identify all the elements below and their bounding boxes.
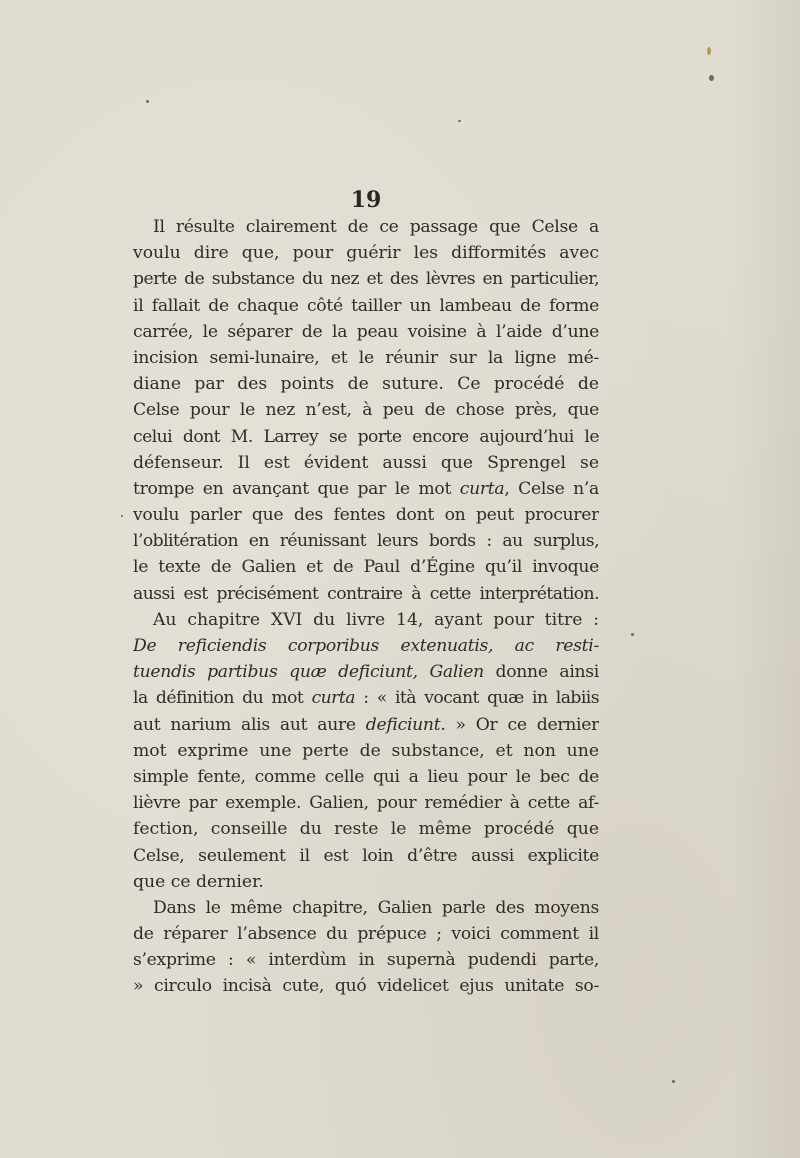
text-line: aussi est précisément contraire à cette interprétation. (133, 583, 599, 604)
text-line: diane par des points de suture. Ce procédé de (133, 374, 599, 395)
text-line: perte de substance du nez et des lèvres en particulier, (133, 269, 599, 290)
text-line: Celse pour le nez n’est, à peu de chose près, que (133, 400, 599, 421)
text-run: la définition du mot (133, 688, 312, 709)
italic-run: deficiunt (365, 714, 441, 735)
paper-speck (146, 100, 149, 103)
paper-speck (458, 120, 461, 122)
text-line: simple fente, comme celle qui a lieu pour le bec de (133, 766, 599, 787)
text-line: Celse, seulement il est loin d’être aussi explicite (133, 845, 599, 866)
text-line: s’exprime : « interdùm in supernà pudendi parte, (133, 950, 599, 971)
text-line: le texte de Galien et de Paul d’Égine qu’il invoque (133, 557, 599, 578)
page-edge-shadow (730, 0, 800, 1158)
italic-run: De reficiendis corporibus extenuatis, ac resti- (133, 636, 599, 656)
text-line: celui dont M. Larrey se porte encore aujourd’hui le (133, 426, 599, 447)
text-line (133, 685, 599, 711)
text-line: Dans le même chapitre, Galien parle des moyens (153, 897, 599, 918)
text-run: : « ità vocant quæ in labiis (354, 688, 599, 709)
text-line (133, 659, 599, 685)
text-line (133, 633, 599, 659)
text-line: voulu dire que, pour guérir les difformités avec (133, 243, 599, 264)
text-line: mot exprime une perte de substance, et non une (133, 740, 599, 761)
text-line: voulu parler que des fentes dont on peut procurer (133, 505, 599, 526)
page-number: 19 (350, 187, 382, 213)
text-run: aut narium alis aut aure (133, 714, 366, 735)
paper-speck (631, 633, 634, 636)
text-line (133, 476, 599, 502)
text-run: , Celse n’a (504, 478, 599, 499)
text-line: Il résulte clairement de ce passage que Celse a (153, 217, 599, 237)
italic-run: curta (459, 478, 505, 499)
text-line (133, 712, 599, 738)
text-line: que ce dernier. (133, 871, 264, 892)
text-line: l’oblitération en réunissant leurs bords : au surplus, (133, 531, 599, 552)
text-line: incision semi-lunaire, et le réunir sur la ligne mé- (133, 347, 599, 368)
italic-run: curta (311, 688, 355, 709)
paper-speck (672, 1080, 675, 1083)
text-line: Au chapitre XVI du livre 14, ayant pour titre : (153, 609, 599, 630)
text-run: trompe en avançant que par le mot (133, 478, 460, 499)
text-line: il fallait de chaque côté tailler un lambeau de forme (133, 295, 599, 316)
text-line: défenseur. Il est évident aussi que Sprengel se (133, 452, 599, 473)
text-line: de réparer l’absence du prépuce ; voici comment il (133, 924, 599, 945)
body-text (133, 214, 599, 1000)
text-line: fection, conseille du reste le même procédé que (133, 819, 599, 840)
text-run: . » Or ce dernier (440, 714, 599, 735)
text-line: carrée, le séparer de la peau voisine à l’aide d’une (133, 321, 599, 342)
paper-speck (121, 515, 123, 517)
paper-speck (709, 75, 714, 81)
text-line: lièvre par exemple. Galien, pour remédier à cette af- (133, 793, 599, 814)
text-run: donne ainsi (483, 662, 599, 683)
italic-run: tuendis partibus quæ deficiunt, Galien (133, 662, 484, 683)
text-line: » circulo incisà cute, quó videlicet ejus unitate so- (133, 976, 599, 997)
paper-speck (707, 47, 711, 55)
